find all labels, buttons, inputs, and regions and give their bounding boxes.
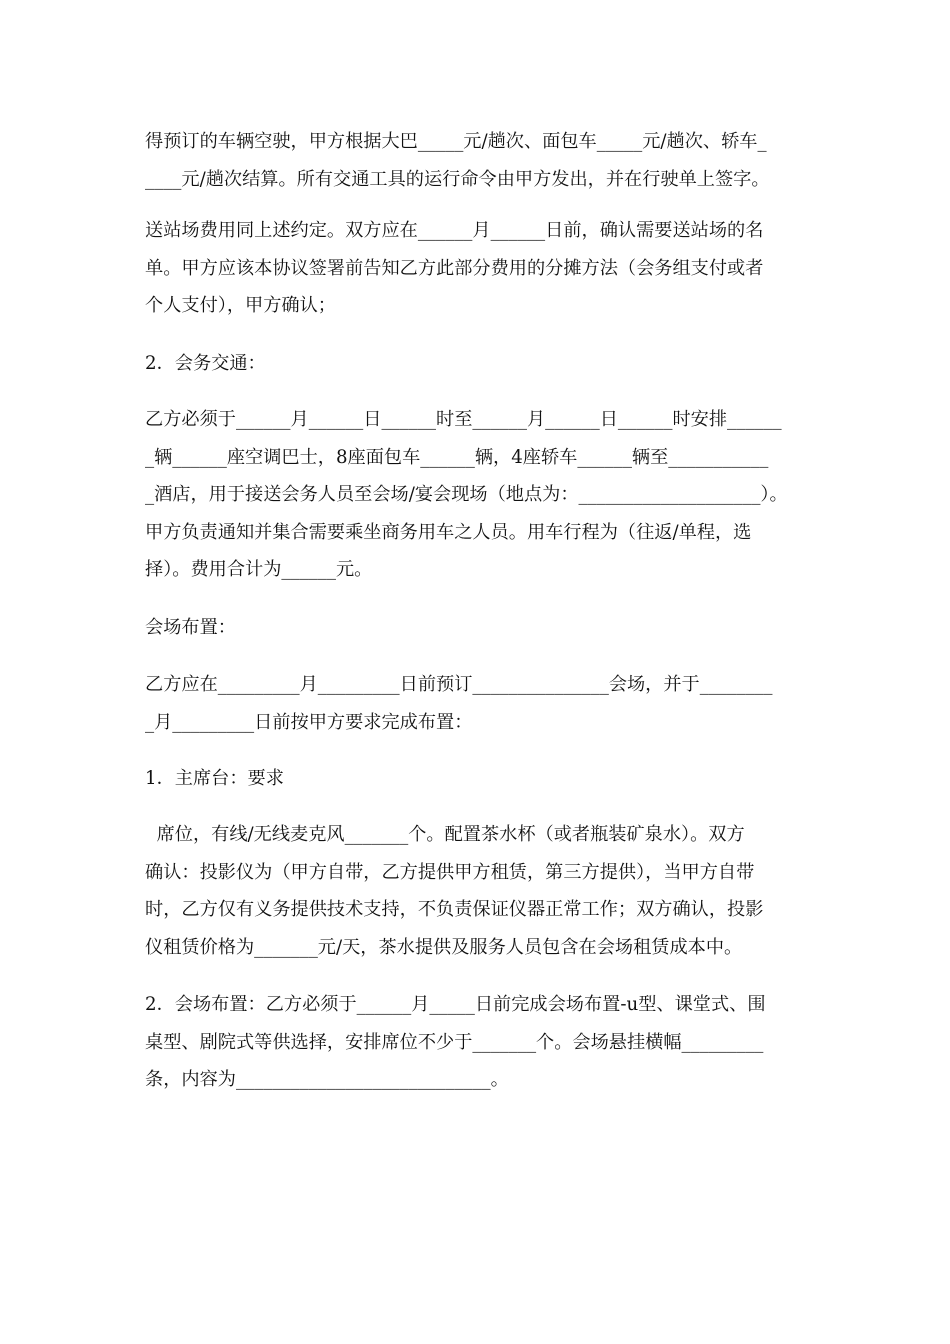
heading-conference-transport (145, 345, 825, 383)
paragraph-rostrum-details (145, 816, 825, 966)
text-line: _月_________日前按甲方要求完成布置： (145, 711, 473, 733)
text-line: 乙方必须于______月______日______时至______月______日______时安排______ (145, 409, 782, 430)
section-heading: 1．主席台：要求 (145, 768, 284, 789)
text-line: 仪租赁价格为_______元/天，茶水提供及服务人员包含在会场租赁成本中。 (145, 936, 743, 958)
paragraph-conference-transport (145, 401, 825, 589)
section-heading: 会场布置： (145, 617, 236, 638)
text-line: 送站场费用同上述约定。双方应在______月______日前，确认需要送站场的名 (145, 220, 764, 241)
text-line: 甲方负责通知并集合需要乘坐商务用车之人员。用车行程为（往返/单程，选 (145, 521, 752, 543)
paragraph-station-transfer (145, 212, 825, 325)
text-line: 时，乙方仅有义务提供技术支持，不负责保证仪器正常工作；双方确认，投影 (145, 899, 764, 920)
text-line: 个人支付），甲方确认； (145, 295, 336, 316)
text-line: 择）。费用合计为______元。 (145, 559, 373, 580)
text-line: 确认：投影仪为（甲方自带，乙方提供甲方租赁，第三方提供），当甲方自带 (145, 861, 755, 883)
heading-venue-setup (145, 609, 825, 647)
paragraph-venue-booking (145, 666, 825, 741)
text-line: 单。甲方应该本协议签署前告知乙方此部分费用的分摊方法（会务组支付或者 (145, 257, 764, 279)
heading-rostrum (145, 760, 825, 798)
paragraph-transport-settlement (145, 123, 825, 198)
text-line: 得预订的车辆空驶，甲方根据大巴_____元/趟次、面包车_____元/趟次、轿车_ (145, 131, 767, 152)
paragraph-venue-layout (145, 986, 825, 1099)
text-line: ____元/趟次结算。所有交通工具的运行命令由甲方发出，并在行驶单上签字。 (145, 168, 770, 190)
text-line: _辆______座空调巴士，8座面包车______辆，4座轿车______辆至___________ (145, 446, 769, 468)
text-line: _酒店，用于接送会务人员至会场/宴会现场（地点为：____________________）。 (145, 484, 788, 505)
text-line: 2．会场布置：乙方必须于______月_____日前完成会场布置-u型、课堂式、围 (145, 994, 766, 1015)
section-heading: 2．会务交通： (145, 353, 266, 374)
text-line: 乙方应在_________月_________日前预订_______________会场，并于________ (145, 674, 773, 695)
text-line: 席位，有线/无线麦克风_______个。配置茶水杯（或者瓶装矿泉水）。双方 (145, 824, 745, 845)
text-line: 桌型、剧院式等供选择，安排席位不少于_______个。会场悬挂横幅_________ (145, 1031, 764, 1053)
text-line: 条，内容为____________________________。 (145, 1069, 509, 1090)
